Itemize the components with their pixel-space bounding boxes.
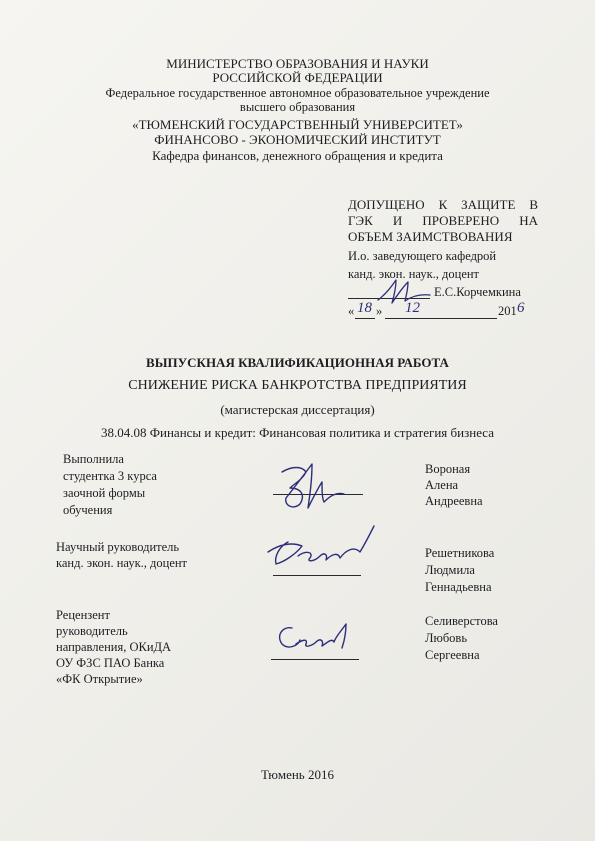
reviewer-name-line-2: Любовь [425, 631, 468, 645]
student-role-line-3: заочной формы [63, 486, 146, 500]
student-role-line-1: Выполнила [63, 452, 124, 466]
student-name-line-2: Алена [425, 478, 459, 492]
ministry-line-2: РОССИЙСКОЙ ФЕДЕРАЦИИ [212, 70, 383, 85]
supervisor-role-line-1: Научный руководитель [56, 540, 180, 554]
student-role-line-2: студентка 3 курса [63, 469, 157, 483]
reviewer-role-line-1: Рецензент [56, 608, 110, 622]
reviewer-role-line-3: направления, ОКиДА [56, 640, 172, 654]
approval-date-close-quote: » [376, 304, 383, 318]
city-year: Тюмень 2016 [261, 767, 334, 782]
institution-type-line: Федеральное государственное автономное образовательное учреждение [105, 86, 490, 100]
supervisor-name-line-2: Людмила [425, 563, 475, 577]
acting-head-title: И.о. заведующего кафедрой [348, 249, 497, 263]
student-name-line-3: Андреевна [425, 494, 483, 508]
reviewer-role-line-2: руководитель [56, 624, 128, 638]
education-level-line: высшего образования [239, 100, 356, 114]
reviewer-name-line-3: Сергеевна [425, 648, 480, 662]
work-type-title: ВЫПУСКНАЯ КВАЛИФИКАЦИОННАЯ РАБОТА [146, 355, 449, 370]
supervisor-name-line-1: Решетникова [425, 546, 495, 560]
department-name: Кафедра финансов, денежного обращения и кредита [152, 148, 443, 163]
supervisor-role-line-2: канд. экон. наук., доцент [56, 556, 188, 570]
student-role-line-4: обучения [63, 503, 113, 517]
approval-line-2: ГЭК И ПРОВЕРЕНО НА [348, 213, 538, 228]
supervisor-signature [262, 522, 382, 578]
student-name-line-1: Вороная [425, 462, 471, 476]
approval-signature [374, 276, 434, 306]
student-signature [272, 458, 352, 514]
reviewer-role-line-5: «ФК Открытие» [56, 672, 143, 686]
approval-line-1: ДОПУЩЕНО К ЗАЩИТЕ В [348, 197, 538, 212]
approval-date-day: 18 [357, 300, 372, 316]
approval-line-3: ОБЪЕМ ЗАИМСТВОВАНИЯ [348, 229, 513, 244]
approval-date-month: 12 [405, 300, 420, 316]
acting-head-degree: канд. экон. наук., доцент [348, 267, 480, 281]
approval-day-line [355, 318, 375, 319]
university-name: «ТЮМЕНСКИЙ ГОСУДАРСТВЕННЫЙ УНИВЕРСИТЕТ» [132, 117, 463, 132]
ministry-line-1: МИНИСТЕРСТВО ОБРАЗОВАНИЯ И НАУКИ [166, 56, 429, 71]
approval-date-year: 201 [498, 304, 517, 318]
approval-date-open-quote: « [348, 304, 355, 318]
reviewer-signature [272, 616, 362, 660]
supervisor-name-line-3: Геннадьевна [425, 580, 492, 594]
thesis-topic: СНИЖЕНИЕ РИСКА БАНКРОТСТВА ПРЕДПРИЯТИЯ [128, 378, 467, 393]
reviewer-role-line-4: ОУ ФЗС ПАО Банка [56, 656, 165, 670]
thesis-subtype: (магистерская диссертация) [220, 402, 375, 417]
study-program: 38.04.08 Финансы и кредит: Финансовая политика и стратегия бизнеса [101, 425, 494, 440]
institute-name: ФИНАНСОВО - ЭКОНОМИЧЕСКИЙ ИНСТИТУТ [154, 132, 441, 147]
approval-signer-name: Е.С.Корчемкина [434, 285, 521, 299]
approval-month-line [385, 318, 497, 319]
reviewer-name-line-1: Селиверстова [425, 614, 498, 628]
approval-date-year-digit: 6 [517, 300, 525, 316]
